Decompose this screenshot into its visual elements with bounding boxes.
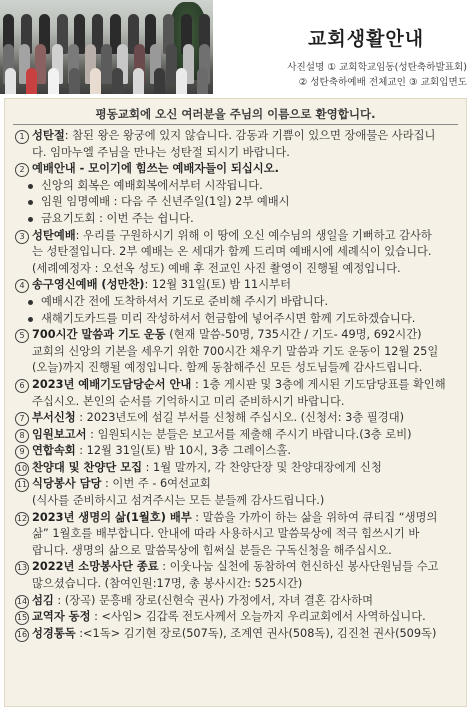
item-first-line [32, 427, 458, 444]
caption-line-1: 사진설명 ① 교회학교임동(성탄축하발표회) [287, 62, 467, 73]
item-first-line [32, 128, 458, 145]
item-first-line [32, 626, 458, 643]
item-heading: 2023년 예배기도담당순서 안내 [32, 377, 192, 391]
item-first-line [32, 161, 458, 178]
announcement-item [15, 128, 458, 161]
announcement-item [15, 460, 458, 477]
item-text: : 2023년도에 섬길 부서를 신청해 주십시오. (신청서: 3층 필경대) [75, 411, 405, 425]
item-heading: 부서신청 [32, 411, 76, 425]
item-first-line [32, 377, 458, 394]
item-text-line: 랍니다. 생명의 삶으로 말씀묵상에 힘써실 분들은 구독신청을 해주십시오. [32, 543, 392, 557]
item-number-badge: 14 [15, 595, 29, 609]
caption-line-2: ② 성탄축하예배 전체교인 ③ 교회입면도 [298, 77, 467, 88]
item-first-line [32, 410, 458, 427]
bullet-item: 새해기도카드를 미리 작성하셔서 헌금함에 넣어주시면 함께 기도하겠습니다. [15, 311, 458, 328]
page-title: 교회생활안내 [308, 28, 425, 50]
item-heading: 성탄절 [32, 129, 65, 142]
item-number-badge: 2 [15, 163, 29, 177]
bullet-item: 예배시간 전에 도착하셔서 기도로 준비해 주시기 바랍니다. [15, 294, 458, 311]
item-text: : 1월 말까지, 각 찬양단장 및 찬양대장에게 신청 [142, 460, 382, 474]
announcement-item [15, 327, 458, 377]
bullet-item: 신앙의 회복은 예배회복에서부터 시작됩니다. [15, 178, 458, 195]
item-number-badge: 11 [15, 478, 29, 492]
item-text: :<1독> 김기현 장로(507독), 조계연 권사(508독), 김진천 권사(509독) [75, 626, 437, 640]
item-text-line: (식사를 준비하시고 섬겨주시는 모든 분들께 감사드립니다.) [32, 494, 325, 508]
item-number-badge: 12 [15, 512, 29, 526]
item-number-badge: 15 [15, 611, 29, 625]
item-first-line [32, 593, 458, 610]
item-number-badge: 10 [15, 462, 29, 476]
item-text: : 이웃나눔 실천에 동참하여 헌신하신 봉사단원님들 수고 [158, 560, 439, 574]
item-heading: 교역자 동정 [32, 610, 91, 624]
item-first-line [32, 460, 458, 477]
item-text: : 임원되시는 분들은 보고서를 제출해 주시기 바랍니다.(3층 로비) [86, 427, 412, 441]
item-number-badge: 9 [15, 445, 29, 459]
announcement-item [15, 476, 458, 509]
bullet-item: 금요기도회 : 이번 주는 쉽니다. [15, 211, 458, 228]
item-text: : 1층 게시판 및 3층에 게시된 기도담당표를 확인해 [191, 377, 446, 391]
congregation-photo [0, 0, 213, 94]
item-text: : 12월 31일(토) 밤 10시, 3층 그레이스홀. [75, 444, 291, 458]
item-number-badge: 3 [15, 230, 29, 244]
item-heading: 송구영신예배 (성만찬) [32, 278, 145, 292]
announcement-item [15, 593, 458, 610]
item-heading: 식당봉사 담당 [32, 477, 102, 491]
announcement-item [15, 427, 458, 444]
item-heading: 2022년 소망봉사단 종료 [32, 560, 159, 574]
announcement-item [15, 410, 458, 427]
item-text: : 12월 31일(토) 밤 11시부터 [144, 278, 291, 292]
item-heading: 예배안내 - 모이기에 힘쓰는 예배자들이 되십시오. [32, 162, 279, 176]
item-text-line: (세례예정자 : 오선옥 성도) 예배 후 전교인 사진 촬영이 진행될 예정입니다. [32, 261, 401, 275]
announcement-item [15, 510, 458, 560]
announcement-item [15, 277, 458, 294]
item-number-badge: 4 [15, 279, 29, 293]
announcement-item [15, 228, 458, 278]
announcement-item [15, 161, 458, 178]
item-text-line: 는 성탄절입니다. 2부 예배는 온 세대가 함께 드리며 예배시에 세례식이 있습니다. [32, 245, 432, 259]
item-text: (현재 말씀-50명, 735시간 / 기도- 49명, 692시간) [165, 328, 422, 342]
announcement-box [4, 98, 467, 707]
item-first-line [32, 228, 458, 245]
item-first-line [32, 476, 458, 493]
item-heading: 찬양대 및 찬양단 모집 [32, 460, 143, 474]
announcement-item [15, 626, 458, 643]
item-heading: 성탄예배 [32, 228, 76, 242]
item-first-line [32, 443, 458, 460]
item-text-line: 다. 임마누엘 주님을 만나는 성탄절 되시기 바랍니다. [32, 145, 290, 159]
item-number-badge: 16 [15, 628, 29, 642]
announcement-item [15, 559, 458, 592]
item-text-line: 주십시오. 본인의 순서를 기억하시고 미리 준비하시기 바랍니다. [32, 394, 345, 408]
welcome-message: 평동교회에 오신 여러분을 주님의 이름으로 환영합니다. [95, 107, 376, 121]
item-number-badge: 6 [15, 379, 29, 393]
item-text: : 참된 왕은 왕궁에 있지 않습니다. 감동과 기쁨이 있으면 장애물은 사라집니 [64, 129, 436, 142]
item-number-badge: 13 [15, 561, 29, 575]
item-text: : 우리를 구원하시기 위해 이 땅에 오신 예수님의 생일을 기뻐하고 감사하 [75, 228, 432, 242]
item-first-line [32, 327, 458, 344]
announcement-item [15, 377, 458, 410]
item-heading: 2023년 생명의 삶(1월호) 배부 [32, 510, 192, 524]
item-number-badge: 8 [15, 429, 29, 443]
item-text: : <사임> 김갑록 전도사께서 오늘까지 우리교회에서 사역하십니다. [90, 610, 426, 624]
item-text: : (장곡) 문흥배 장로(신현숙 권사) 가정에서, 자녀 결혼 감사하며 [53, 593, 374, 607]
item-text-line: (오늘)까지 진행될 예정입니다. 함께 동참해주신 모든 성도님들께 감사드립니다. [32, 361, 423, 375]
item-text: : 이번 주 - 6여선교회 [101, 477, 211, 491]
announcement-item [15, 443, 458, 460]
item-number-badge: 5 [15, 329, 29, 343]
item-heading: 섬김 [32, 593, 54, 607]
item-text-line: 삶” 1월호를 배부합니다. 안내에 따라 사용하시고 말씀묵상에 적극 힘쓰시기 바 [32, 527, 420, 541]
item-first-line [32, 609, 458, 626]
item-heading: 임원보고서 [32, 427, 87, 441]
item-number-badge: 7 [15, 412, 29, 426]
announcement-list [5, 125, 466, 642]
item-first-line [32, 559, 458, 576]
item-heading: 성경통독 [32, 626, 76, 640]
photo-caption [219, 60, 467, 90]
bullet-item: 임원 임명예배 : 다음 주 신년주일(1일) 2부 예배시 [15, 194, 458, 211]
item-heading: 연합속회 [32, 444, 76, 458]
item-first-line [32, 277, 458, 294]
item-text: : 말씀을 가까이 하는 삶을 위하여 큐티집 “생명의 [191, 510, 438, 524]
item-text-line: 많으셨습니다. (참여인원:17명, 총 봉사시간: 525시간) [32, 577, 303, 591]
header [0, 0, 471, 94]
item-number-badge: 1 [15, 130, 29, 144]
item-heading: 700시간 말씀과 기도 운동 [32, 328, 166, 342]
announcement-item [15, 609, 458, 626]
item-first-line [32, 510, 458, 527]
item-text-line: 교회의 신앙의 기본을 세우기 위한 700시간 채우기 말씀과 기도 운동이 12월 25일 [32, 344, 439, 358]
